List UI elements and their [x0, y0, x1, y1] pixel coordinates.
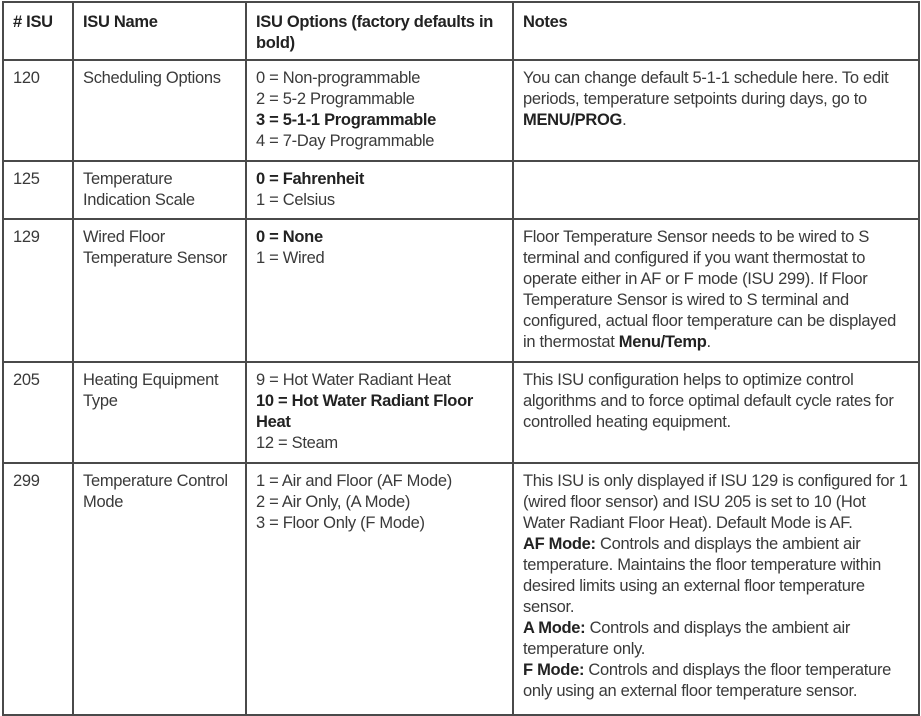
note-text: You can change default 5-1-1 schedule here. To edit periods, temperature setpoints during days, go to — [523, 69, 889, 108]
note-af-mode — [523, 534, 910, 618]
option: 2 = Air Only, (A Mode) — [256, 493, 411, 511]
table-row — [3, 362, 919, 463]
isu-options — [246, 219, 513, 362]
header-notes: Notes — [513, 2, 919, 60]
table-header-row — [3, 2, 919, 60]
isu-number: 205 — [3, 362, 73, 463]
isu-notes — [513, 463, 919, 715]
option: 2 = 5-2 Programmable — [256, 90, 415, 108]
table-row — [3, 161, 919, 219]
option: 3 = Floor Only (F Mode) — [256, 514, 425, 532]
note-text: Floor Temperature Sensor needs to be wired to S terminal and configured if you want thermostat to operate either in AF or F mode (ISU 299). If Floor Temperature Sensor is wired to S terminal and configured, actual floor temperature can be displayed in thermostat — [523, 228, 897, 351]
header-isu-name: ISU Name — [73, 2, 246, 60]
note-f-mode — [523, 660, 910, 702]
isu-notes — [513, 60, 919, 161]
note-text: . — [706, 333, 711, 351]
isu-options — [246, 362, 513, 463]
note-text: Controls and displays the ambient air temperature. Maintains the floor temperature within desired limits using an external floor temperature sensor. — [523, 535, 881, 616]
option: 0 = Non-programmable — [256, 69, 421, 87]
option: 9 = Hot Water Radiant Heat — [256, 371, 451, 389]
header-isu-options: ISU Options (factory defaults in bold) — [246, 2, 513, 60]
note-text: This ISU is only displayed if ISU 129 is configured for 1 (wired floor sensor) and ISU 205 is set to 10 (Hot Water Radiant Floor Heat). Default Mode is AF. — [523, 472, 908, 532]
option: 12 = Steam — [256, 434, 338, 452]
header-isu-number: # ISU — [3, 2, 73, 60]
option: 1 = Wired — [256, 249, 325, 267]
option: 1 = Air and Floor (AF Mode) — [256, 472, 452, 490]
isu-number: 125 — [3, 161, 73, 219]
option-default: 3 = 5-1-1 Programmable — [256, 111, 437, 129]
isu-number: 299 — [3, 463, 73, 715]
isu-number: 129 — [3, 219, 73, 362]
isu-name: Heating Equipment Type — [73, 362, 246, 463]
isu-settings-table — [2, 1, 920, 716]
option: 1 = Celsius — [256, 191, 335, 209]
table-row — [3, 219, 919, 362]
note-a-mode — [523, 618, 910, 660]
isu-options — [246, 161, 513, 219]
note-text: . — [622, 111, 627, 129]
note-term: F Mode: — [523, 661, 585, 679]
option-default: 10 = Hot Water Radiant Floor Heat — [256, 392, 473, 431]
isu-options — [246, 463, 513, 715]
note-text: Controls and displays the ambient air temperature only. — [523, 619, 851, 658]
isu-notes — [513, 219, 919, 362]
isu-notes: This ISU configuration helps to optimize control algorithms and to force optimal default cycle rates for controlled heating equipment. — [513, 362, 919, 463]
note-text: Controls and displays the floor temperature only using an external floor temperature sensor. — [523, 661, 892, 700]
option-default: 0 = Fahrenheit — [256, 170, 365, 188]
isu-options — [246, 60, 513, 161]
table-row — [3, 60, 919, 161]
note-term: A Mode: — [523, 619, 586, 637]
note-term: AF Mode: — [523, 535, 596, 553]
isu-name: Temperature Control Mode — [73, 463, 246, 715]
isu-name: Temperature Indication Scale — [73, 161, 246, 219]
note-menu-path: Menu/Temp — [618, 333, 707, 351]
isu-notes — [513, 161, 919, 219]
note-menu-path: MENU/PROG — [523, 111, 623, 129]
option: 4 = 7-Day Programmable — [256, 132, 435, 150]
isu-name: Scheduling Options — [73, 60, 246, 161]
table-row — [3, 463, 919, 715]
option-default: 0 = None — [256, 228, 323, 246]
isu-name: Wired Floor Temperature Sensor — [73, 219, 246, 362]
note-paragraph — [523, 471, 910, 534]
isu-number: 120 — [3, 60, 73, 161]
